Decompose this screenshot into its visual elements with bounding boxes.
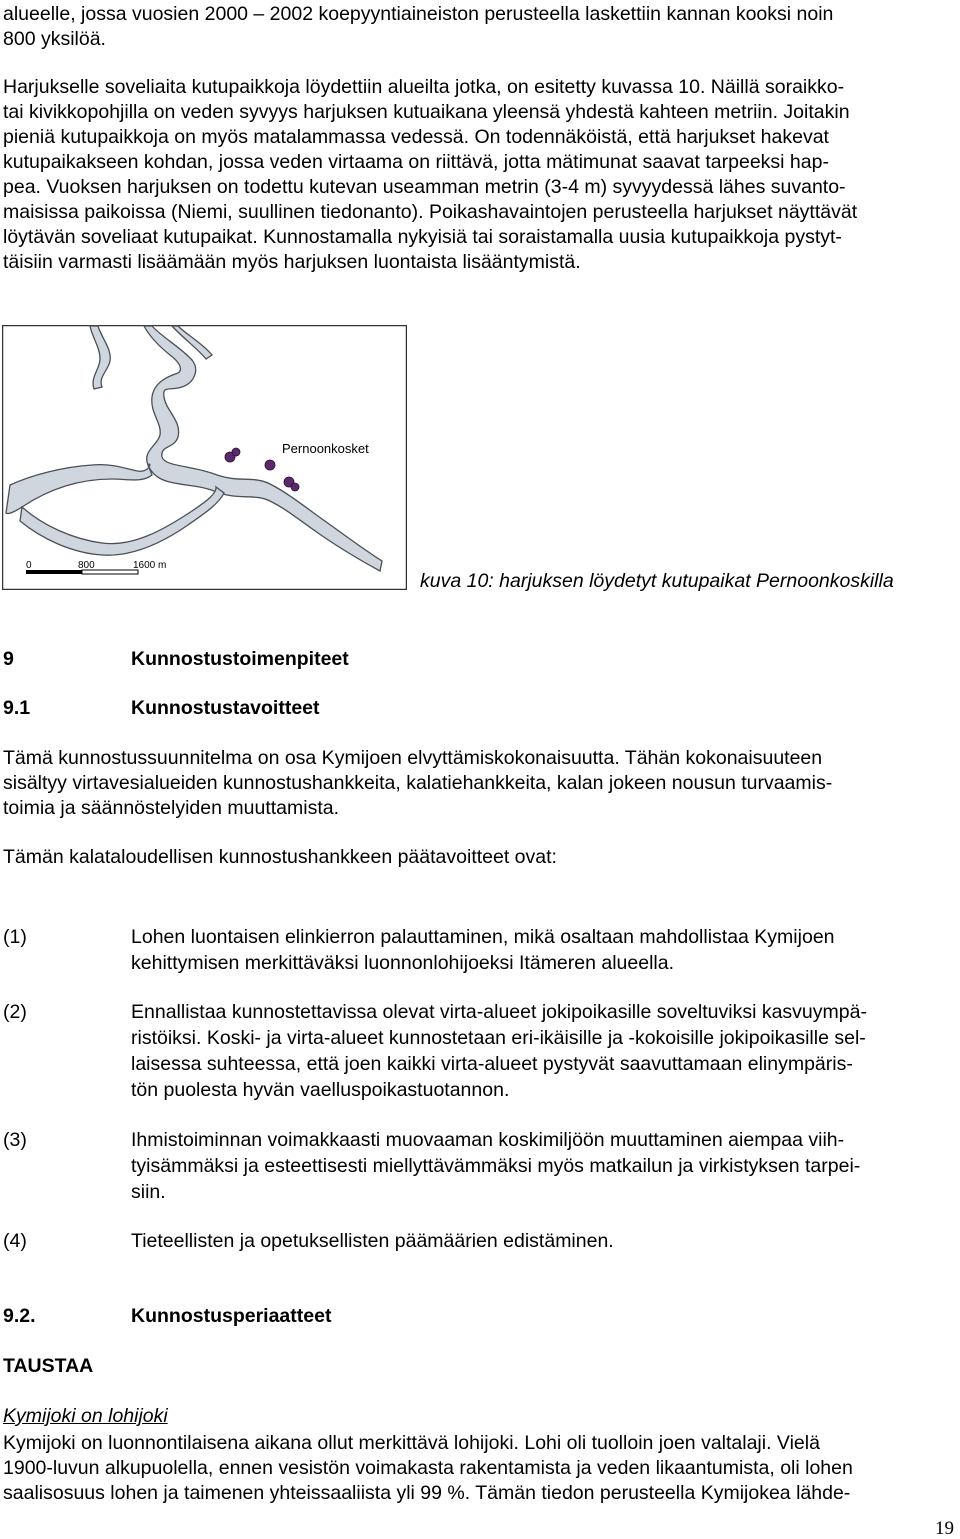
body-text-line: 1900-luvun alkupuolella, ennen vesistön voimakasta rakentamista ja veden likaantumista, oli lohen <box>3 1457 853 1479</box>
body-text-line: Tämän kalataloudellisen kunnostushankkeen päätavoitteet ovat: <box>3 846 557 868</box>
section-number: 9.2. <box>3 1305 36 1327</box>
figure-caption: kuva 10: harjuksen löydetyt kutupaikat Pernoonkoskilla <box>420 570 894 592</box>
scale-label: 0 <box>26 560 32 571</box>
section-heading: Kunnostusperiaatteet <box>131 1305 332 1327</box>
page-number: 19 <box>935 1518 954 1539</box>
list-number: (2) <box>3 1001 27 1023</box>
section-heading: Kunnostustoimenpiteet <box>131 648 349 670</box>
section-number: 9.1 <box>3 697 31 719</box>
body-text-line: pea. Vuoksen harjuksen on todettu kutevan useamman metrin (3-4 m) syvyydessä lähes suvanto- <box>3 176 846 198</box>
scale-label: 800 <box>78 560 95 571</box>
list-item-line: siin. <box>131 1181 166 1203</box>
body-text-line: alueelle, jossa vuosien 2000 – 2002 koepyyntiaineiston perusteella laskettiin kannan kooksi noin <box>3 3 834 25</box>
body-text-line: toimia ja säännöstelyiden muuttamista. <box>3 797 340 819</box>
scale-label: 1600 m <box>133 560 167 571</box>
list-item-line: tön puolesta hyvän vaelluspoikastuotannon. <box>131 1079 510 1101</box>
list-item-line: Tieteellisten ja opetuksellisten päämäärien edistäminen. <box>131 1230 614 1252</box>
list-number: (1) <box>3 926 27 948</box>
section-heading: Kunnostustavoitteet <box>131 697 320 719</box>
body-text-line: sisältyy virtavesialueiden kunnostushankkeita, kalatiehankkeita, kalan jokeen nousun turvaamis- <box>3 772 833 794</box>
subsection-heading: TAUSTAA <box>3 1355 94 1377</box>
list-item-line: ristöiksi. Koski- ja virta-alueet kunnostetaan eri-ikäisille ja -kokoisille jokipoikasille sel- <box>131 1027 866 1049</box>
body-text-line: Kymijoki on luonnontilaisena aikana ollut merkittävä lohijoki. Lohi oli tuolloin joen valtalaji. Vielä <box>3 1432 820 1454</box>
body-text-line: Harjukselle soveliaita kutupaikkoja löydettiin alueilta jotka, on esitetty kuvassa 10. Näillä soraikko- <box>3 76 845 98</box>
river-map-figure <box>2 325 407 590</box>
body-text-line: Tämä kunnostussuunnitelma on osa Kymijoen elvyttämiskokonaisuutta. Tähän kokonaisuuteen <box>3 747 823 769</box>
list-item-line: Lohen luontaisen elinkierron palauttaminen, mikä osaltaan mahdollistaa Kymijoen <box>131 926 835 948</box>
list-number: (3) <box>3 1129 27 1151</box>
body-text-line: saalisosuus lohen ja taimenen yhteissaaliista yli 99 %. Tämän tiedon perusteella Kymijokea lähde- <box>3 1482 851 1504</box>
list-item-line: Ennallistaa kunnostettavissa olevat virta-alueet jokipoikasille soveltuviksi kasvuympä- <box>131 1001 867 1023</box>
body-text-line: pieniä kutupaikkoja on myös matalammassa vedessä. On todennäköistä, että harjukset hakevat <box>3 126 829 148</box>
list-item-line: Ihmistoiminnan voimakkaasti muovaaman koskimiljöön muuttaminen aiempaa viih- <box>131 1129 845 1151</box>
spawning-site-marker <box>265 460 275 470</box>
topic-heading: Kymijoki on lohijoki <box>3 1405 168 1427</box>
body-text-line: löytävän soveliaat kutupaikat. Kunnostamalla nykyisiä tai soraistamalla uusia kutupaikkoja pystyt- <box>3 226 842 248</box>
list-item-line: laisessa suhteessa, että joen kaikki virta-alueet pystyvät saavuttamaan elinympäris- <box>131 1053 853 1075</box>
body-text-line: 800 yksilöä. <box>3 28 106 50</box>
list-item-line: kehittymisen merkittäväksi luonnonlohijoeksi Itämeren alueella. <box>131 952 675 974</box>
body-text-line: kutupaikakseen kohdan, jossa veden virtaama on riittävä, jotta mätimunat saavat tarpeeksi hap- <box>3 151 829 173</box>
list-number: (4) <box>3 1230 27 1252</box>
section-number: 9 <box>3 648 14 670</box>
list-item-line: tyisämmäksi ja esteettisesti miellyttävämmäksi myös matkailun ja virkistyksen tarpei- <box>131 1155 861 1177</box>
map-place-label: Pernoonkosket <box>282 441 369 456</box>
body-text-line: maisissa paikoissa (Niemi, suullinen tiedonanto). Poikashavaintojen perusteella harjukset näyttävät <box>3 201 858 223</box>
spawning-site-marker <box>232 448 240 456</box>
spawning-site-marker <box>291 483 299 491</box>
body-text-line: tai kivikkopohjilla on veden syvyys harjuksen kutuaikana yleensä yhdestä kahteen metriin. Joitakin <box>3 101 850 123</box>
body-text-line: täisiin varmasti lisäämään myös harjuksen luontaista lisääntymistä. <box>3 251 581 273</box>
